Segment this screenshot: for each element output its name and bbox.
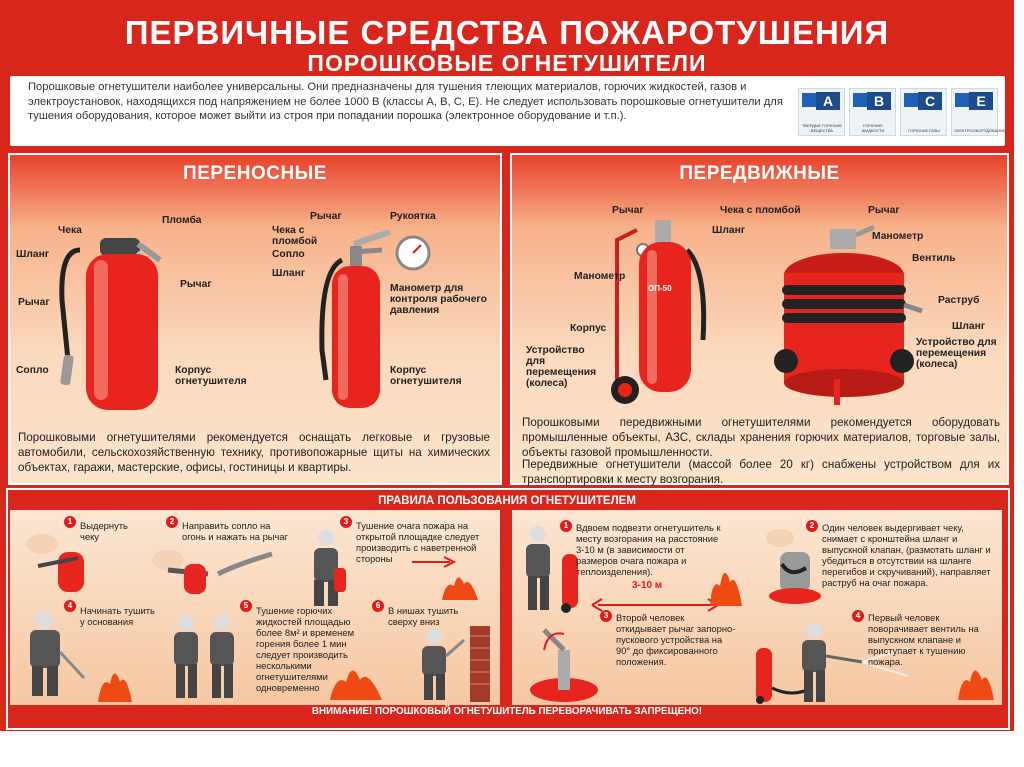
mobile-label-shlang-2: Шланг — [952, 321, 986, 332]
mobile-label-korpus: Корпус — [570, 323, 607, 334]
step-number: 4 — [852, 610, 864, 622]
portable-heading: ПЕРЕНОСНЫЕ — [183, 163, 327, 184]
label-cheka: Чека — [58, 225, 82, 236]
step-2-text: Направить сопло на огонь и нажать на рычаг — [182, 520, 289, 542]
label-rychag-1: Рычаг — [180, 279, 212, 290]
firefighter-niche-icon — [406, 626, 492, 702]
label-cheka-plomba: Чека с пломбой — [272, 225, 318, 247]
label-korpus-2: Корпус огнетушителя — [390, 365, 462, 387]
mobile-label-rychag: Рычаг — [612, 205, 644, 216]
mobile-extinguisher-2-icon — [774, 215, 924, 410]
rules-portable-panel — [10, 510, 500, 705]
rules-heading: ПРАВИЛА ПОЛЬЗОВАНИЯ ОГНЕТУШИТЕЛЕМ — [378, 495, 636, 507]
page-subtitle: ПОРОШКОВЫЕ ОГНЕТУШИТЕЛИ — [307, 50, 707, 76]
flame-icon — [440, 570, 480, 600]
mobile-extinguisher-1-icon — [607, 210, 717, 410]
label-korpus: Корпус огнетушителя — [175, 365, 247, 387]
mobile-text-1: Порошковыми передвижными огнетушителями рекомендуется оборудовать промышленные объекты, АЗС, склады хранения горючих материалов, торговые залы, объекты газовой промышленности. — [522, 416, 1000, 459]
hose-reel-icon — [760, 524, 824, 604]
step-number: 3 — [340, 516, 352, 528]
valve-lever-icon — [524, 620, 604, 702]
label-rychag-3: Рычаг — [310, 211, 342, 222]
portable-extinguisher-1-icon — [50, 230, 170, 410]
fire-class-icons — [798, 88, 1006, 134]
label-soplo: Сопло — [16, 365, 49, 376]
mobile-label-ustr-2: Устройство для перемещения (колеса) — [916, 337, 997, 370]
page-title: ПЕРВИЧНЫЕ СРЕДСТВА ПОЖАРОТУШЕНИЯ — [124, 14, 890, 51]
aim-nozzle-icon — [148, 534, 278, 594]
mobile-step-4-text: Первый человек поворачивает вентиль на выпускном клапане и приступает к тушению пожара. — [868, 612, 979, 667]
label-shlang-2: Шланг — [272, 268, 306, 279]
step-number: 4 — [64, 600, 76, 612]
mobile-label-ustr-1: Устройство для перемещения (колеса) — [526, 345, 597, 389]
step-number: 3 — [600, 610, 612, 622]
tank-marking: ОП-50 — [648, 284, 672, 293]
mobile-label-rychag-2: Рычаг — [868, 205, 900, 216]
warning-banner: ВНИМАНИЕ! ПОРОШКОВЫЙ ОГНЕТУШИТЕЛЬ ПЕРЕВОРАЧИВАТЬ ЗАПРЕЩЕНО! — [311, 706, 703, 717]
step-5-text: Тушение горючих жидкостей площадью более 8м² и временем горения более 1 мин следует производить несколькими огнетушителями одновременно — [256, 605, 355, 693]
mobile-label-cheka-plomba: Чека с пломбой — [720, 205, 801, 216]
class-a-icon: A ТВЕРДЫЕ ГОРЮЧИЕ ВЕЩЕСТВА — [798, 88, 845, 136]
distance-label: 3-10 м — [632, 580, 663, 591]
mobile-label-manometr: Манометр — [574, 271, 626, 282]
class-b-icon: B ГОРЮЧИЕ ЖИДКОСТИ — [849, 88, 896, 136]
step-3-text: Тушение очага пожара на открытой площадке следует производить с наветренной стороны — [356, 520, 480, 564]
label-soplo-2: Сопло — [272, 249, 305, 260]
mobile-step-1-text: Вдвоем подвезти огнетушитель к месту возгорания на расстояние 3-10 м (в зависимости от размеров очага пожара и теплоизделения). — [576, 522, 721, 577]
mobile-label-manometr-2: Манометр — [872, 231, 924, 242]
step-number: 1 — [64, 516, 76, 528]
mobile-label-shlang: Шланг — [712, 225, 746, 236]
distance-arrow-icon — [590, 598, 720, 612]
mobile-label-rastrub: Раструб — [938, 295, 980, 306]
wind-arrow-icon — [410, 556, 460, 568]
intro-text: Порошковые огнетушители наиболее универсальны. Они предназначены для тушения тлеющих материалов, горючих жидкостей, газов и электроустановок, находящихся под напряжением не более 1000 В (классы А, В, С, Е). Не следует использовать порошковые огнетушители для тушения оборудования, которое может выйти из строя при попадании порошка (электронное оборудование и т.п.). — [28, 81, 783, 122]
step-number: 1 — [560, 520, 572, 532]
flame-icon — [708, 562, 744, 606]
mobile-step-3-text: Второй человек откидывает рычаг запорно-пускового устройства на 90° до фиксированного положения. — [616, 612, 736, 667]
mobile-panel — [510, 153, 1009, 485]
class-e-icon: E ЭЛЕКТРООБОРУДОВАНИЕ — [951, 88, 998, 136]
step-number: 2 — [806, 520, 818, 532]
mobile-text-2: Передвижные огнетушители (массой более 20 кг) снабжены устройством для их транспортировки к месту возгорания. — [522, 458, 1000, 486]
class-c-icon: C ГОРЮЧИЕ ГАЗЫ — [900, 88, 947, 136]
step-1-text: Выдернуть чеку — [80, 520, 128, 542]
pull-pin-icon — [18, 522, 88, 592]
rules-mobile-panel — [512, 510, 1002, 705]
portable-text: Порошковыми огнетушителями рекомендуется оснащать легковые и грузовые автомобили, сельскохозяйственную технику, противопожарные щиты на химических объектах, гаражи, мастерские, офисы, гостиницы и квартиры. — [18, 431, 490, 474]
step-4-text: Начинать тушить у основания — [80, 605, 155, 627]
mobile-step-2-text: Один человек выдергивает чеку, снимает с кронштейна шланг и выпускной клапан, (размотать шланг и убедиться в отсутствии на шланге перегибов и скручиваний), направляет раструб на очаг пожара. — [822, 522, 991, 588]
label-manometr: Манометр для контроля рабочего давления — [390, 283, 487, 316]
portable-panel — [8, 153, 502, 485]
label-plomba: Пломба — [162, 215, 202, 226]
step-number: 5 — [240, 600, 252, 612]
flame-icon — [956, 660, 996, 700]
step-number: 6 — [372, 600, 384, 612]
label-rychag-2: Рычаг — [18, 297, 50, 308]
intro-box — [10, 76, 1005, 146]
label-shlang: Шланг — [16, 249, 50, 260]
two-firefighters-icon — [166, 610, 256, 702]
label-rukoyatka: Рукоятка — [390, 211, 436, 222]
manometer-icon — [395, 235, 431, 271]
step-number: 2 — [166, 516, 178, 528]
flame-icon — [328, 660, 384, 700]
step-6-text: В нишах тушить сверху вниз — [388, 605, 459, 627]
mobile-label-ventil: Вентиль — [912, 253, 956, 264]
mobile-heading: ПЕРЕДВИЖНЫЕ — [679, 163, 840, 184]
firefighter-wind-icon — [300, 528, 360, 608]
